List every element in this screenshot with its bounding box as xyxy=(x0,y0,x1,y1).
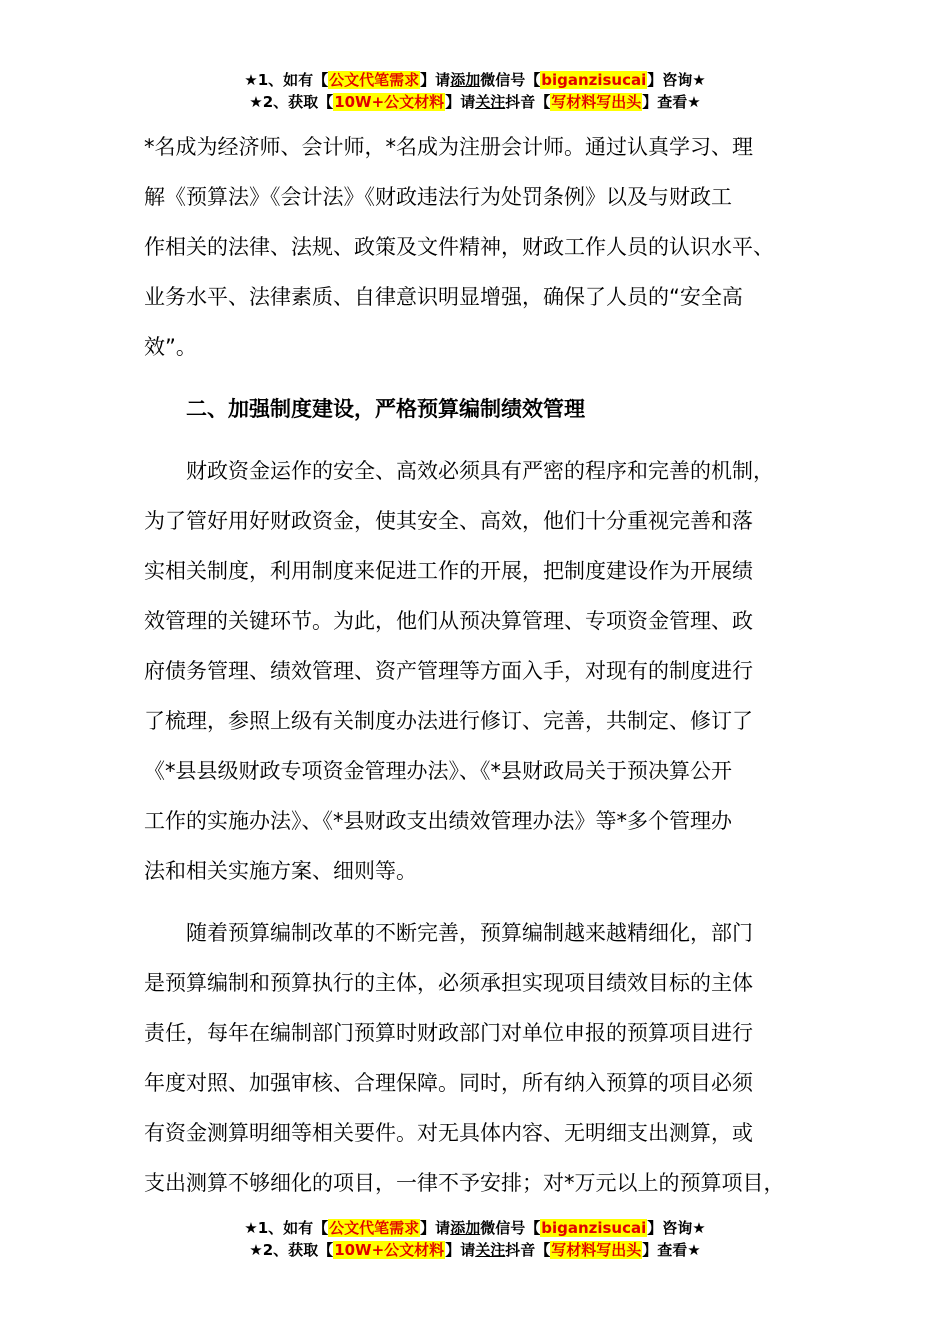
text-line: 了梳理，参照上级有关制度办法进行修订、完善，共制定、修订了 xyxy=(144,709,753,733)
banner-text: 】请 xyxy=(420,1219,451,1237)
text-line: 是预算编制和预算执行的主体，必须承担实现项目绩效目标的主体 xyxy=(144,971,753,995)
footer-banner xyxy=(0,1217,950,1261)
banner-highlight-service: 公文代笔需求 xyxy=(329,1219,420,1237)
banner-line-2 xyxy=(0,1239,950,1261)
text-line: 为了管好用好财政资金，使其安全、高效，他们十分重视完善和落 xyxy=(144,509,753,533)
text-line: 业务水平、法律素质、自律意识明显增强，确保了人员的“安全高 xyxy=(144,285,743,309)
paragraph-1 xyxy=(144,122,834,372)
text-line: 法和相关实施方案、细则等。 xyxy=(144,859,417,883)
text-line: 有资金测算明细等相关要件。对无具体内容、无明细支出测算，或 xyxy=(144,1121,753,1145)
text-line: 财政资金运作的安全、高效必须具有严密的程序和完善的机制， xyxy=(186,459,774,483)
text-line: 责任，每年在编制部门预算时财政部门对单位申报的预算项目进行 xyxy=(144,1021,753,1045)
banner-underline: 添加 xyxy=(450,71,481,89)
text-line: 府债务管理、绩效管理、资产管理等方面入手，对现有的制度进行 xyxy=(144,659,753,683)
banner-highlight-wechat: biganzisucai xyxy=(541,1219,647,1237)
banner-text: 抖音【 xyxy=(505,1241,551,1259)
banner-highlight-service: 公文代笔需求 xyxy=(329,71,420,89)
text-line: 年度对照、加强审核、合理保障。同时，所有纳入预算的项目必须 xyxy=(144,1071,753,1095)
text-line: *名成为经济师、会计师，*名成为注册会计师。通过认真学习、理 xyxy=(144,135,753,159)
text-line: 作相关的法律、法规、政策及文件精神，财政工作人员的认识水平、 xyxy=(144,235,774,259)
banner-line-1 xyxy=(0,1217,950,1239)
banner-line-1 xyxy=(0,69,950,91)
header-banner xyxy=(0,69,950,113)
banner-underline: 关注 xyxy=(475,1241,506,1259)
banner-text: 抖音【 xyxy=(505,93,551,111)
banner-text: ★1、如有【 xyxy=(244,1219,329,1237)
banner-text: 】咨询★ xyxy=(647,1219,706,1237)
banner-text: 】请 xyxy=(445,1241,476,1259)
banner-text: 微信号【 xyxy=(480,1219,541,1237)
text-line: 效管理的关键环节。为此，他们从预决算管理、专项资金管理、政 xyxy=(144,609,753,633)
banner-text: 】请 xyxy=(445,93,476,111)
banner-text: 】查看★ xyxy=(642,93,701,111)
document-body xyxy=(144,122,834,1208)
text-line: 解《预算法》《会计法》《财政违法行为处罚条例》以及与财政工 xyxy=(144,185,732,209)
banner-underline: 添加 xyxy=(450,1219,481,1237)
banner-highlight-douyin: 写材料写出头 xyxy=(551,93,642,111)
banner-line-2 xyxy=(0,91,950,113)
banner-text: ★2、获取【 xyxy=(249,93,334,111)
text-line: 效”。 xyxy=(144,335,197,359)
text-line: 随着预算编制改革的不断完善，预算编制越来越精细化，部门 xyxy=(186,921,753,945)
banner-text: 】咨询★ xyxy=(647,71,706,89)
paragraph-3 xyxy=(144,908,834,1208)
banner-text: ★2、获取【 xyxy=(249,1241,334,1259)
banner-text: 】请 xyxy=(420,71,451,89)
banner-text: ★1、如有【 xyxy=(244,71,329,89)
banner-highlight-douyin: 写材料写出头 xyxy=(551,1241,642,1259)
text-line: 实相关制度，利用制度来促进工作的开展，把制度建设作为开展绩 xyxy=(144,559,753,583)
paragraph-2 xyxy=(144,446,834,896)
banner-highlight-materials: 10W+公文材料 xyxy=(334,1241,445,1259)
section-heading xyxy=(144,384,834,434)
section-heading-text: 二、加强制度建设，严格预算编制绩效管理 xyxy=(186,397,585,421)
banner-highlight-wechat: biganzisucai xyxy=(541,71,647,89)
banner-text: 】查看★ xyxy=(642,1241,701,1259)
banner-text: 微信号【 xyxy=(480,71,541,89)
banner-highlight-materials: 10W+公文材料 xyxy=(334,93,445,111)
banner-underline: 关注 xyxy=(475,93,506,111)
text-line: 工作的实施办法》、《*县财政支出绩效管理办法》等*多个管理办 xyxy=(144,809,732,833)
text-line: 《*县县级财政专项资金管理办法》、《*县财政局关于预决算公开 xyxy=(144,759,732,783)
text-line: 支出测算不够细化的项目，一律不予安排；对*万元以上的预算项目， xyxy=(144,1171,785,1195)
